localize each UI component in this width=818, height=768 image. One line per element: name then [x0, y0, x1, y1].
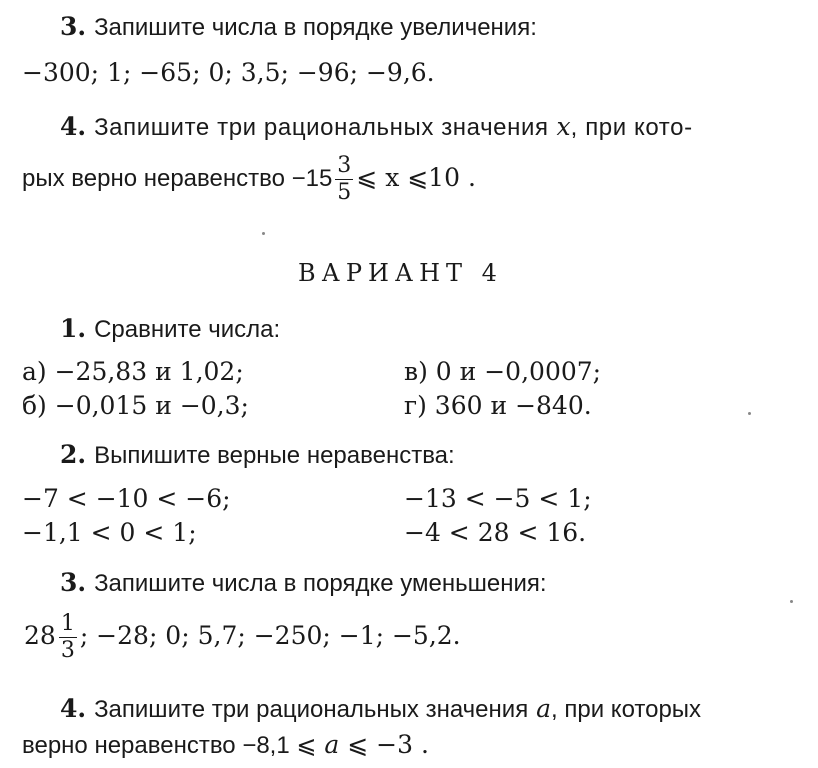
task-number: 4.: [60, 112, 87, 141]
fraction: [335, 155, 353, 204]
variant-title: ВАРИАНТ 4: [298, 259, 503, 287]
task-number: 3.: [60, 568, 87, 597]
fraction-denominator: 5: [337, 180, 352, 205]
task4-line1: [60, 694, 701, 725]
prev-task4-line2: [22, 150, 476, 207]
task-number: 3.: [60, 12, 87, 41]
task1-item-b: б) −0,015 и −0,3;: [22, 391, 249, 420]
prev-task3-heading: [60, 12, 537, 43]
task-text: Сравните числа:: [94, 316, 281, 343]
mixed-number-whole: 28: [24, 621, 56, 650]
task-text: Запишите три рациональных значения: [94, 696, 529, 723]
task1-item-v: в) 0 и −0,0007;: [404, 357, 602, 386]
scan-speck: [790, 600, 793, 603]
task2-item-4: −4 < 28 < 16.: [404, 518, 587, 547]
task-text: Запишите числа в порядке увеличения:: [94, 14, 537, 41]
task3-numbers: [24, 608, 461, 664]
task-text: Запишите три рациональных значения: [94, 114, 549, 141]
task-text: Выпишите верные неравенства:: [94, 442, 455, 469]
task-text-end: , при кото-: [570, 114, 693, 141]
scan-speck: [262, 232, 265, 235]
numbers-rest: ; −28; 0; 5,7; −250; −1; −5,2.: [79, 621, 461, 650]
inequality-end: ⩽ −3 .: [347, 730, 429, 759]
scan-speck: [748, 412, 751, 415]
task-number: 1.: [60, 314, 87, 343]
task2-item-3: −1,1 < 0 < 1;: [22, 518, 197, 547]
task1-item-g: г) 360 и −840.: [404, 391, 592, 420]
task-number: 2.: [60, 440, 87, 469]
task1-heading: [60, 314, 280, 345]
task4-line2: [22, 730, 429, 761]
task2-item-2: −13 < −5 < 1;: [404, 484, 592, 513]
task-text-end: , при которых: [551, 696, 702, 723]
fraction-numerator: 3: [337, 153, 352, 178]
variable: x: [556, 112, 571, 141]
task2-item-1: −7 < −10 < −6;: [22, 484, 231, 513]
fraction-numerator: 1: [60, 611, 75, 636]
prev-task4-line1: [60, 112, 693, 143]
task-text: верно неравенство −8,1 ⩽: [22, 732, 317, 759]
variable: a: [324, 730, 340, 759]
inequality-rest: ⩽ x ⩽10 .: [356, 163, 476, 192]
task1-item-a: а) −25,83 и 1,02;: [22, 357, 244, 386]
fraction-denominator: 3: [60, 638, 75, 663]
variable: a: [536, 694, 552, 723]
prev-task3-numbers: −300; 1; −65; 0; 3,5; −96; −9,6.: [22, 58, 435, 87]
task-text: рых верно неравенство −15: [22, 165, 333, 192]
task-number: 4.: [60, 694, 87, 723]
task-text: Запишите числа в порядке уменьшения:: [94, 570, 547, 597]
fraction: [59, 613, 77, 662]
task3-heading: [60, 568, 547, 599]
task2-heading: [60, 440, 455, 471]
